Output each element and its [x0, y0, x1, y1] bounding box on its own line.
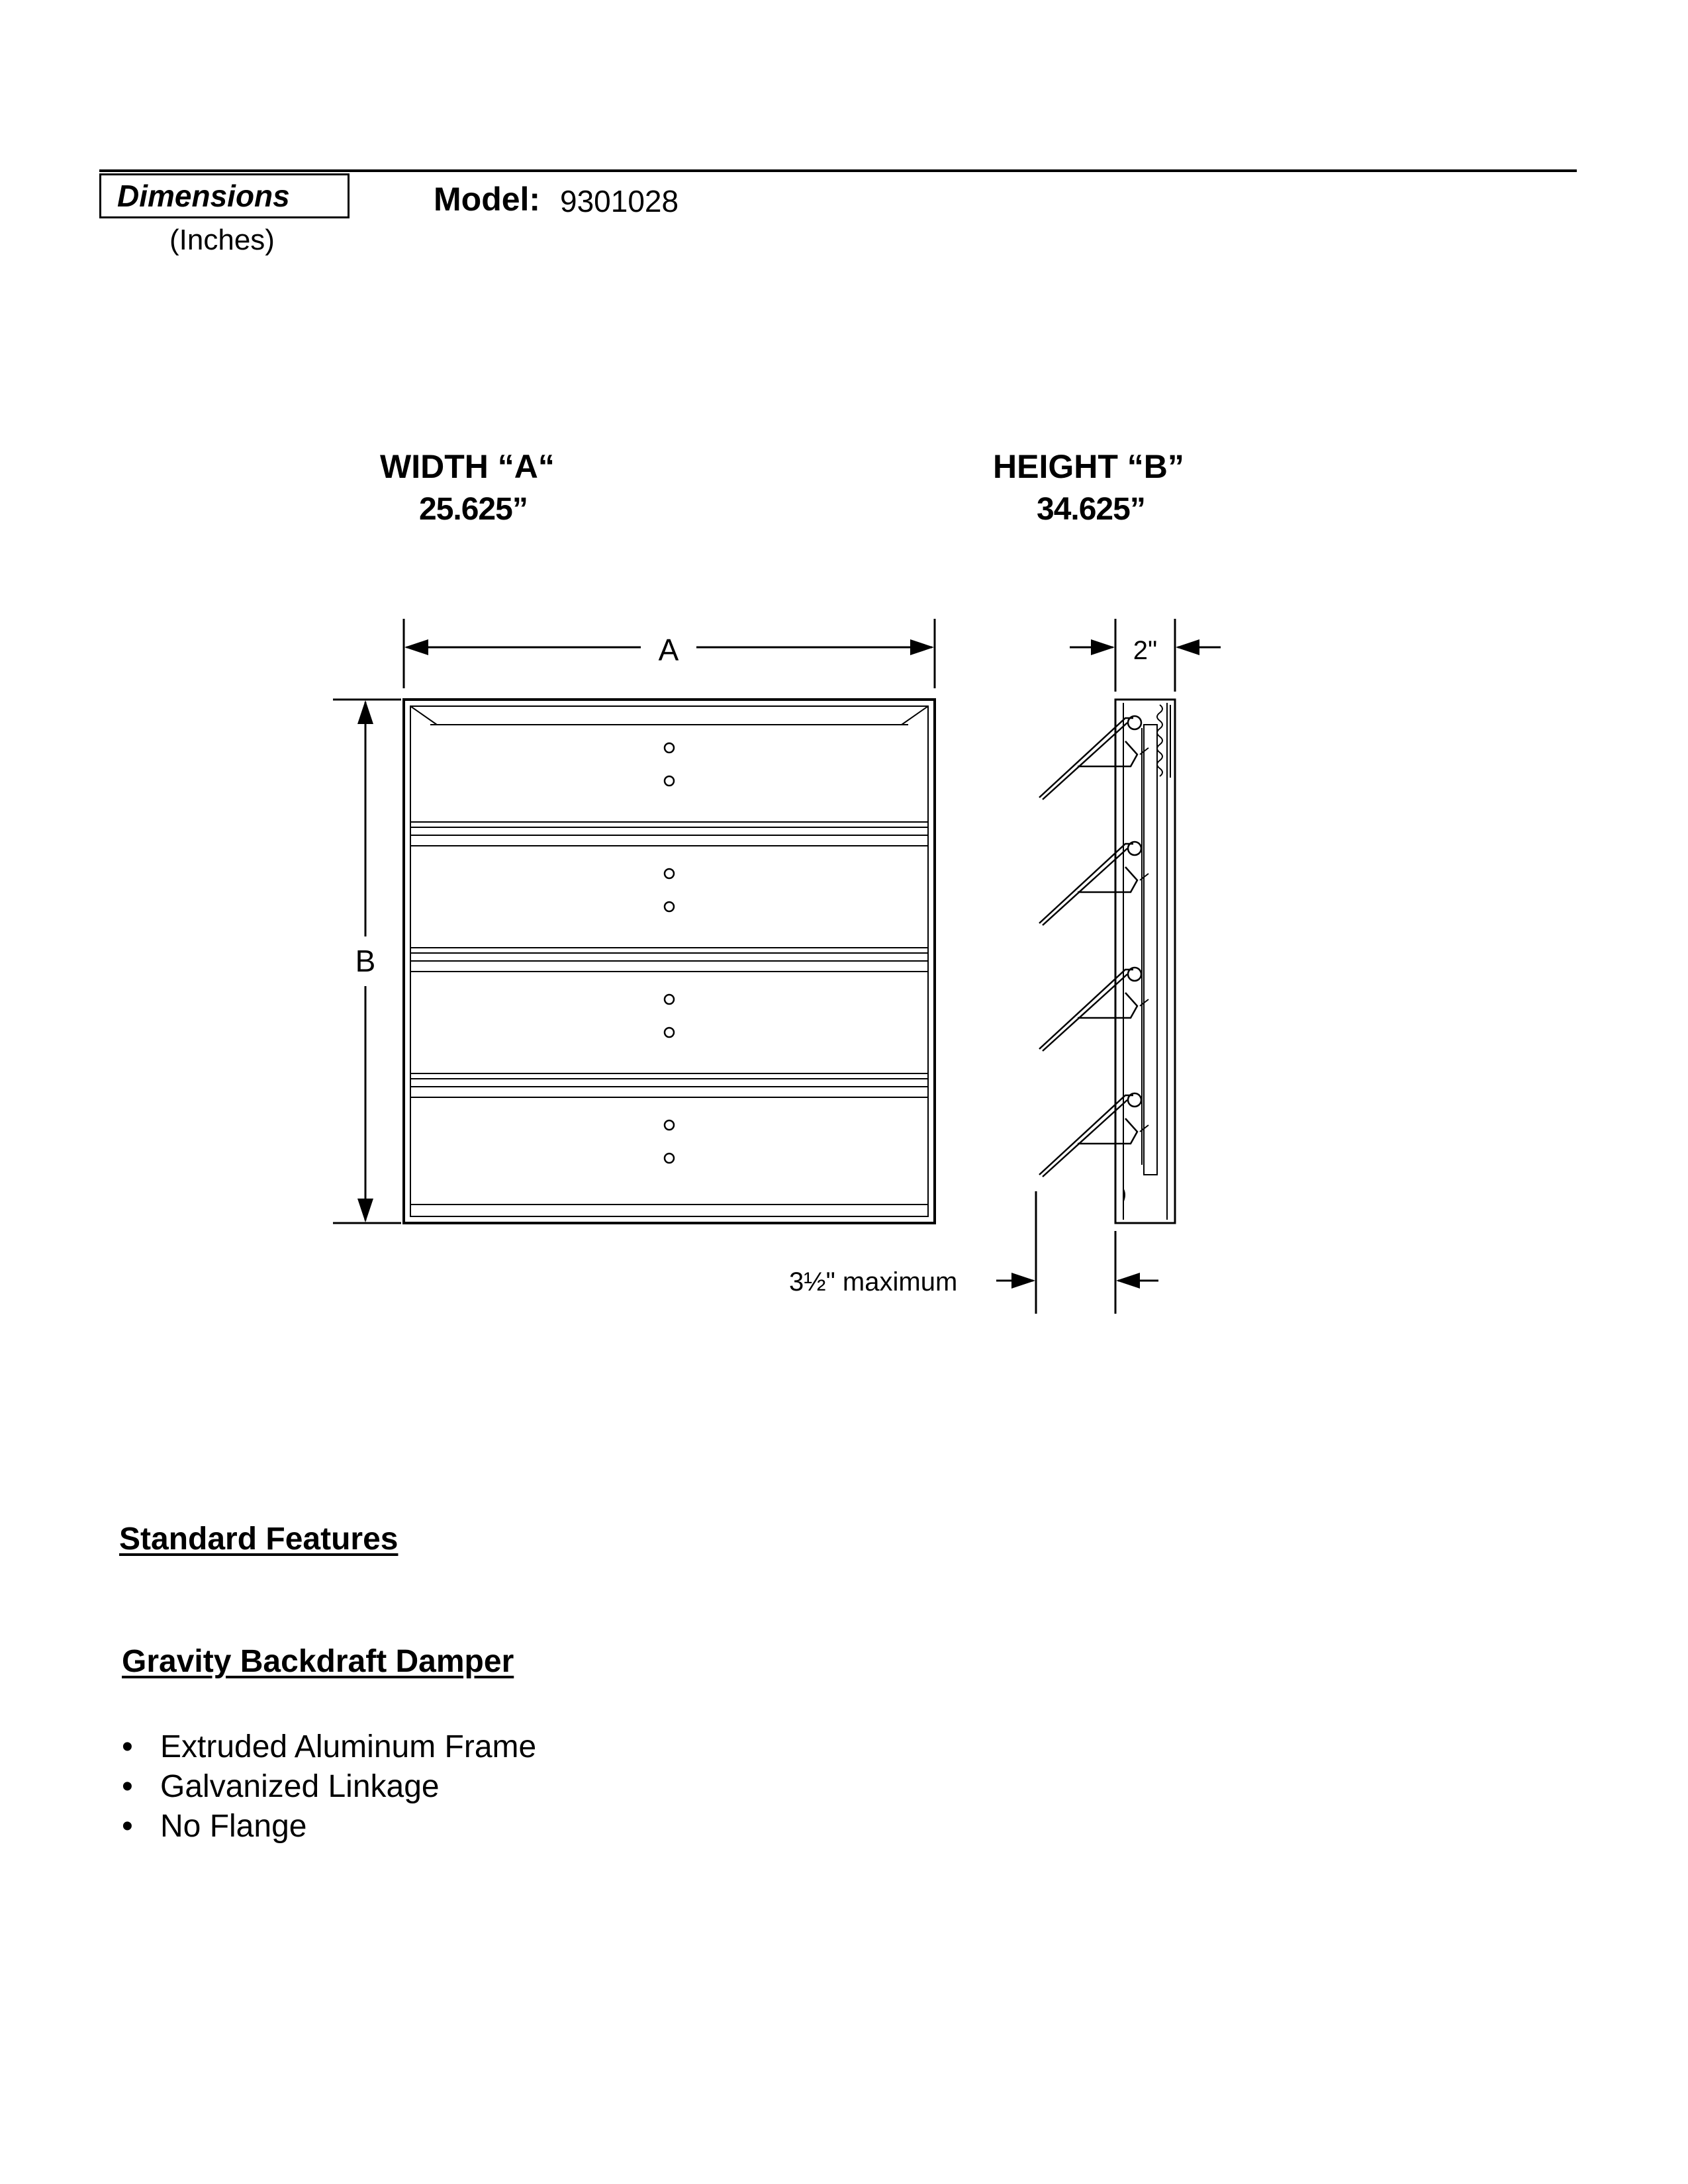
damper-front-view [404, 700, 935, 1223]
standard-features-heading: Standard Features [119, 1522, 399, 1557]
units-label: (Inches) [169, 224, 275, 256]
list-item: • Galvanized Linkage [119, 1767, 536, 1807]
label-b: B [355, 944, 376, 978]
model-number: 9301028 [560, 184, 679, 218]
width-title: WIDTH “A“ [380, 448, 555, 485]
width-value: 25.625” [419, 492, 528, 527]
dimensions-label: Dimensions [117, 179, 290, 213]
model-label: Model: [434, 181, 541, 218]
dimension-max [996, 1191, 1158, 1314]
list-item: • Extruded Aluminum Frame [119, 1727, 536, 1767]
damper-side-view [1039, 700, 1175, 1223]
label-depth: 2" [1133, 636, 1158, 665]
height-title: HEIGHT “B” [993, 448, 1184, 485]
feature-list [119, 1727, 536, 1846]
label-a: A [658, 633, 679, 667]
list-item: • No Flange [119, 1807, 536, 1846]
label-max: 3½" maximum [789, 1267, 958, 1297]
height-value: 34.625” [1037, 492, 1145, 527]
product-heading: Gravity Backdraft Damper [122, 1644, 514, 1679]
